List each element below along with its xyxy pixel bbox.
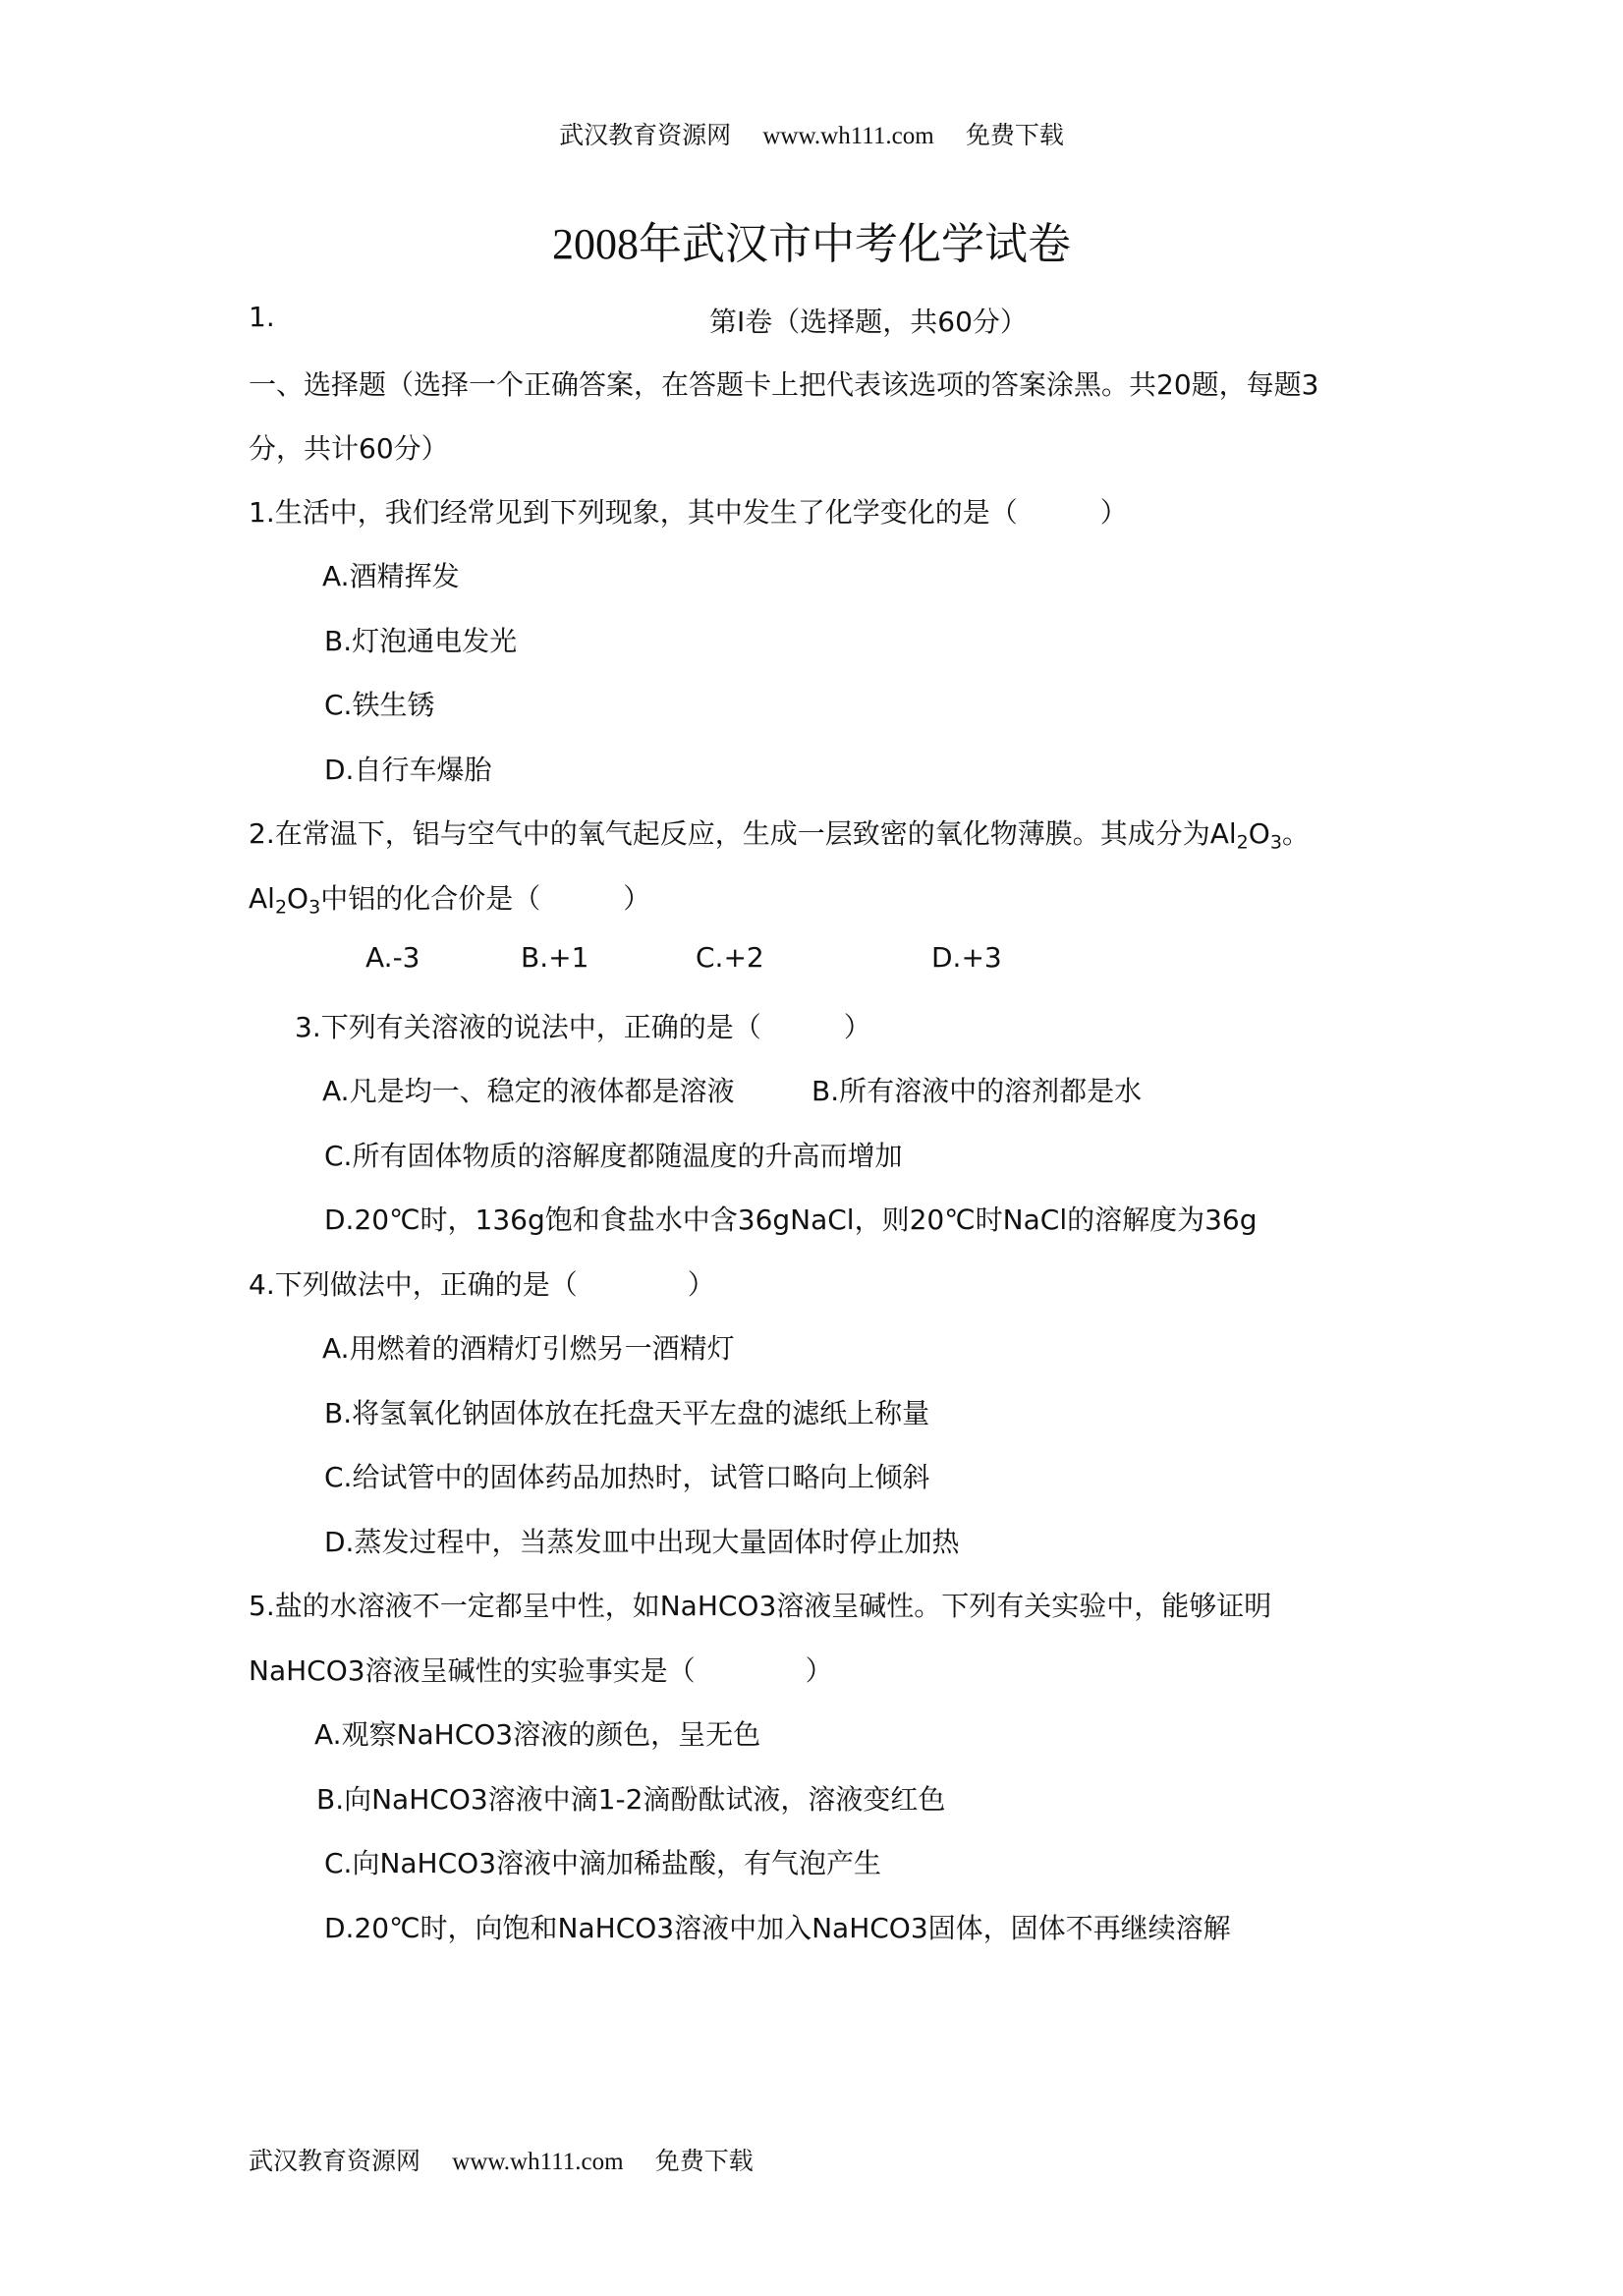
- formula-o: O: [287, 882, 309, 915]
- question-3-option-d[interactable]: D.20℃时，136g饱和食盐水中含36gNaCl，则20℃时NaCl的溶解度为36g: [324, 1204, 1258, 1236]
- question-2-stem-line-2: [249, 877, 650, 917]
- question-1-option-a[interactable]: A.酒精挥发: [322, 560, 460, 592]
- formula-sub-3: 3: [308, 896, 321, 919]
- instructions-line-1: 一、选择题（选择一个正确答案，在答题卡上把代表该选项的答案涂黑。共20题，每题3: [249, 368, 1319, 401]
- question-5-option-b[interactable]: B.向NaHCO3溶液中滴1-2滴酚酞试液，溶液变红色: [316, 1783, 946, 1816]
- question-5-stem-line-2: NaHCO3溶液呈碱性的实验事实是（ ）: [249, 1654, 833, 1687]
- footer-download: 免费下载: [654, 2149, 754, 2175]
- header-url[interactable]: www.wh111.com: [762, 123, 934, 149]
- instructions-line-2: 分，共计60分）: [249, 432, 449, 465]
- question-4-option-a[interactable]: A.用燃着的酒精灯引燃另一酒精灯: [322, 1332, 735, 1365]
- page-footer: [249, 2142, 779, 2177]
- question-1-option-b[interactable]: B.灯泡通电发光: [324, 625, 518, 657]
- formula-al: Al: [249, 882, 275, 915]
- question-5-option-c[interactable]: C.向NaHCO3溶液中滴加稀盐酸，有气泡产生: [324, 1847, 882, 1879]
- header-download: 免费下载: [965, 123, 1064, 149]
- formula-al: Al: [1209, 817, 1237, 850]
- question-3-stem: 3.下列有关溶液的说法中，正确的是（ ）: [295, 1011, 871, 1043]
- question-3-option-a[interactable]: A.凡是均一、稳定的液体都是溶液: [322, 1075, 735, 1107]
- footer-url[interactable]: www.wh111.com: [452, 2149, 624, 2175]
- question-2-option-c[interactable]: C.+2: [696, 941, 764, 974]
- question-3-option-b[interactable]: B.所有溶液中的溶剂都是水: [812, 1075, 1143, 1107]
- page-header: [0, 116, 1623, 151]
- question-4-option-c[interactable]: C.给试管中的固体药品加热时，试管口略向上倾斜: [324, 1461, 930, 1493]
- question-1-option-c[interactable]: C.铁生锈: [324, 689, 435, 721]
- header-site-name: 武汉教育资源网: [559, 123, 732, 149]
- question-2-option-d[interactable]: D.+3: [931, 941, 1002, 974]
- formula-o: O: [1248, 817, 1270, 850]
- section-number: 1.: [249, 301, 275, 333]
- question-5-stem-line-1: 5.盐的水溶液不一定都呈中性，如NaHCO3溶液呈碱性。下列有关实验中，能够证明: [249, 1590, 1272, 1622]
- question-4-option-b[interactable]: B.将氢氧化钠固体放在托盘天平左盘的滤纸上称量: [324, 1397, 930, 1429]
- question-3-option-c[interactable]: C.所有固体物质的溶解度都随温度的升高而增加: [324, 1140, 903, 1172]
- footer-site-name: 武汉教育资源网: [249, 2149, 421, 2175]
- page-title: 2008年武汉市中考化学试卷: [552, 220, 1071, 268]
- question-5-option-d[interactable]: D.20℃时，向饱和NaHCO3溶液中加入NaHCO3固体，固体不再继续溶解: [324, 1912, 1231, 1944]
- question-1-stem: 1.生活中，我们经常见到下列现象，其中发生了化学变化的是（ ）: [249, 496, 1128, 529]
- section-heading: 第Ⅰ卷（选择题，共60分）: [709, 306, 1028, 338]
- question-2-stem-tail: 中铝的化合价是（ ）: [320, 882, 651, 915]
- question-2-option-a[interactable]: A.-3: [365, 941, 420, 974]
- formula-sub-2: 2: [1236, 831, 1249, 854]
- question-1-option-d[interactable]: D.自行车爆胎: [324, 754, 492, 786]
- question-2-stem: [249, 812, 1310, 852]
- question-4-option-d[interactable]: D.蒸发过程中，当蒸发皿中出现大量固体时停止加热: [324, 1526, 960, 1558]
- question-5-option-a[interactable]: A.观察NaHCO3溶液的颜色，呈无色: [314, 1718, 761, 1751]
- formula-sub-3: 3: [1269, 831, 1282, 854]
- question-2-stem-end: 。: [1281, 817, 1310, 850]
- question-2-option-b[interactable]: B.+1: [521, 941, 589, 974]
- question-2-stem-text: 2.在常温下，铝与空气中的氧气起反应，生成一层致密的氧化物薄膜。其成分为: [249, 817, 1210, 850]
- formula-sub-2: 2: [274, 896, 288, 919]
- question-4-stem: 4.下列做法中，正确的是（ ）: [249, 1268, 715, 1301]
